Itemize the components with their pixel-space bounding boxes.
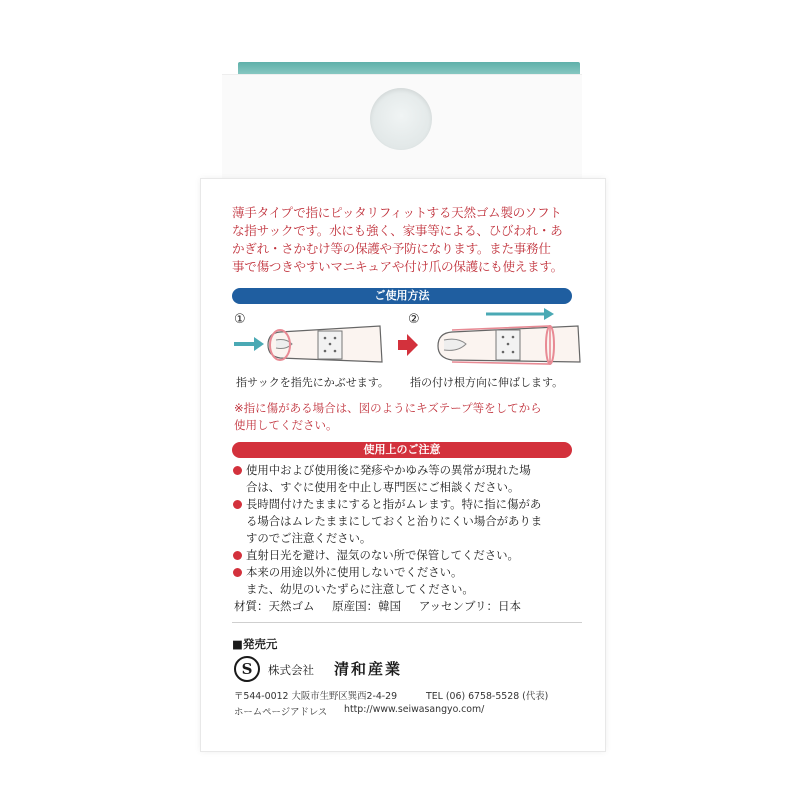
- caution-line: 長時間付けたままにすると指がムレます。特に指に傷があ: [246, 497, 542, 511]
- intro-line: かぎれ・さかむけ等の保護や予防になります。また事務仕: [232, 241, 551, 256]
- material-text: 材質：天然ゴム: [234, 599, 315, 613]
- step1-caption: 指サックを指先にかぶせます。: [236, 376, 389, 389]
- tel-text: TEL (06) 6758-5528 (代表): [426, 691, 549, 702]
- company-logo-icon: S: [234, 656, 260, 682]
- usage-heading: ご使用方法: [232, 288, 572, 304]
- list-item: [232, 547, 584, 564]
- homepage-url: http://www.seiwasangyo.com/: [344, 704, 485, 715]
- caution-line: 合は、すぐに使用を中止し専門医にご相談ください。: [246, 480, 520, 494]
- hang-hole: [370, 88, 432, 150]
- finger-illustration-step2: [430, 306, 582, 368]
- list-item: [232, 462, 584, 496]
- caution-line: 本来の用途以外に使用しないでください。: [246, 565, 463, 579]
- usage-note-line: 使用してください。: [234, 418, 338, 432]
- assembly-text: アッセンブリ：日本: [418, 599, 522, 613]
- cautions-heading: 使用上のご注意: [232, 442, 572, 458]
- step1-number: ①: [234, 312, 246, 327]
- intro-line: な指サックです。水にも強く、家事等による、ひびわれ・あ: [232, 223, 563, 238]
- caution-tail: また、幼児のいたずらに注意してください。: [246, 582, 474, 596]
- spec-line: [234, 598, 584, 614]
- step2-caption: 指の付け根方向に伸ばします。: [410, 376, 564, 389]
- divider: [232, 622, 582, 623]
- homepage-label: ホームページアドレス: [234, 707, 328, 718]
- bullet-icon: [233, 500, 242, 509]
- caution-line: 直射日光を避け、湿気のない所で保管してください。: [246, 548, 519, 562]
- usage-note-line: ※指に傷がある場合は、図のようにキズテープ等をしてから: [234, 401, 542, 415]
- address-text: 〒544-0012 大阪市生野区巽西2-4-29: [234, 691, 398, 702]
- intro-text: [232, 204, 580, 276]
- company-name: 清和産業: [334, 660, 403, 678]
- cautions-list: [232, 462, 584, 598]
- bullet-icon: [233, 568, 242, 577]
- list-item: [232, 564, 584, 581]
- caution-line: る場合はムレたままにしておくと治りにくい場合がありま: [246, 514, 543, 528]
- intro-line: 事で傷つきやすいマニキュアや付け爪の保護にも使えます。: [232, 259, 563, 274]
- bullet-icon: [233, 551, 242, 560]
- next-step-arrow-icon: [398, 334, 418, 356]
- list-item: [232, 496, 584, 547]
- usage-note: [234, 400, 584, 434]
- bullet-icon: [233, 466, 242, 475]
- company-prefix: 株式会社: [268, 663, 314, 677]
- intro-line: 薄手タイプで指にピッタリフィットする天然ゴム製のソフト: [232, 205, 562, 220]
- finger-illustration-step1: [232, 318, 384, 368]
- caution-line: すのでご注意ください。: [246, 531, 372, 545]
- origin-text: 原産国：韓国: [332, 599, 402, 613]
- step2-number: ②: [408, 312, 420, 327]
- caution-line: 使用中および使用後に発疹やかゆみ等の異常が現れた場: [246, 463, 531, 477]
- seller-label: ■発売元: [232, 637, 278, 651]
